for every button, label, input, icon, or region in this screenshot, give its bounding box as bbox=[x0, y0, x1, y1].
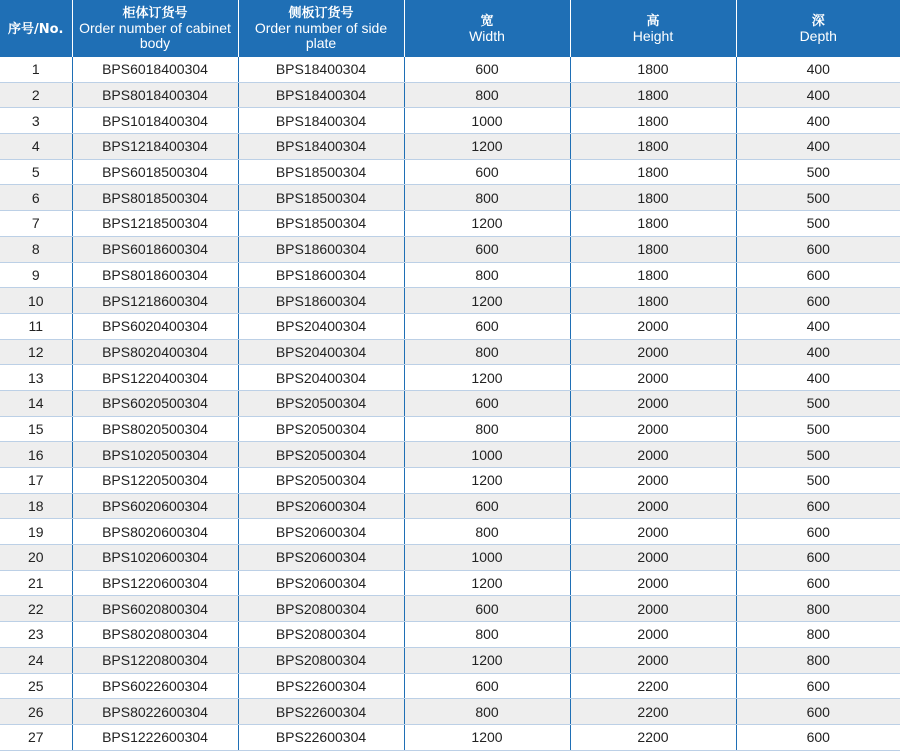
cell-width: 1200 bbox=[404, 570, 570, 596]
cell-height: 2000 bbox=[570, 647, 736, 673]
cell-depth: 800 bbox=[736, 596, 900, 622]
header-cabinet-cn: 柜体订货号 bbox=[122, 6, 188, 21]
table-row bbox=[0, 211, 900, 237]
cell-side-order: BPS22600304 bbox=[238, 699, 404, 725]
cell-side-order: BPS20500304 bbox=[238, 468, 404, 494]
cell-height: 2000 bbox=[570, 596, 736, 622]
cell-depth: 400 bbox=[736, 108, 900, 134]
cell-depth: 500 bbox=[736, 185, 900, 211]
cell-side-order: BPS18600304 bbox=[238, 288, 404, 314]
cell-depth: 600 bbox=[736, 288, 900, 314]
cell-height: 2000 bbox=[570, 519, 736, 545]
cell-cabinet-order: BPS1220500304 bbox=[72, 468, 238, 494]
cell-depth: 500 bbox=[736, 468, 900, 494]
cell-depth: 600 bbox=[736, 262, 900, 288]
table-row bbox=[0, 236, 900, 262]
cell-cabinet-order: BPS8020800304 bbox=[72, 622, 238, 648]
cell-no: 8 bbox=[0, 236, 72, 262]
cell-cabinet-order: BPS1020500304 bbox=[72, 442, 238, 468]
cell-width: 800 bbox=[404, 519, 570, 545]
cell-no: 25 bbox=[0, 673, 72, 699]
table-row bbox=[0, 545, 900, 571]
cell-width: 800 bbox=[404, 622, 570, 648]
cell-side-order: BPS20400304 bbox=[238, 339, 404, 365]
cell-height: 2000 bbox=[570, 339, 736, 365]
cell-side-order: BPS18400304 bbox=[238, 108, 404, 134]
header-side-order bbox=[238, 0, 404, 57]
cell-no: 21 bbox=[0, 570, 72, 596]
cell-width: 800 bbox=[404, 416, 570, 442]
cell-width: 800 bbox=[404, 262, 570, 288]
cell-depth: 400 bbox=[736, 313, 900, 339]
cell-cabinet-order: BPS1218500304 bbox=[72, 211, 238, 237]
cell-side-order: BPS20600304 bbox=[238, 519, 404, 545]
cell-cabinet-order: BPS8018500304 bbox=[72, 185, 238, 211]
cell-cabinet-order: BPS6018400304 bbox=[72, 57, 238, 82]
cell-depth: 800 bbox=[736, 622, 900, 648]
header-side-cn: 侧板订货号 bbox=[288, 6, 354, 21]
cell-height: 2000 bbox=[570, 313, 736, 339]
cell-height: 1800 bbox=[570, 134, 736, 160]
table-row bbox=[0, 57, 900, 82]
cell-side-order: BPS22600304 bbox=[238, 724, 404, 750]
cell-width: 1200 bbox=[404, 724, 570, 750]
cell-side-order: BPS20400304 bbox=[238, 313, 404, 339]
cell-no: 26 bbox=[0, 699, 72, 725]
cell-no: 17 bbox=[0, 468, 72, 494]
cell-cabinet-order: BPS8020600304 bbox=[72, 519, 238, 545]
table-row bbox=[0, 519, 900, 545]
cell-no: 18 bbox=[0, 493, 72, 519]
cell-side-order: BPS18600304 bbox=[238, 236, 404, 262]
cell-height: 2000 bbox=[570, 468, 736, 494]
cell-height: 1800 bbox=[570, 185, 736, 211]
cell-no: 9 bbox=[0, 262, 72, 288]
cell-no: 27 bbox=[0, 724, 72, 750]
cell-no: 19 bbox=[0, 519, 72, 545]
cell-width: 1200 bbox=[404, 647, 570, 673]
table-row bbox=[0, 134, 900, 160]
cell-cabinet-order: BPS1218400304 bbox=[72, 134, 238, 160]
cell-side-order: BPS20400304 bbox=[238, 365, 404, 391]
cell-height: 1800 bbox=[570, 262, 736, 288]
cell-cabinet-order: BPS8018600304 bbox=[72, 262, 238, 288]
table-row bbox=[0, 442, 900, 468]
cell-cabinet-order: BPS1220800304 bbox=[72, 647, 238, 673]
cell-width: 1200 bbox=[404, 468, 570, 494]
header-depth-en: Depth bbox=[799, 27, 837, 44]
cell-width: 1200 bbox=[404, 211, 570, 237]
cell-cabinet-order: BPS6020500304 bbox=[72, 390, 238, 416]
cell-depth: 500 bbox=[736, 442, 900, 468]
cell-width: 1200 bbox=[404, 288, 570, 314]
cell-side-order: BPS22600304 bbox=[238, 673, 404, 699]
cell-height: 1800 bbox=[570, 82, 736, 108]
cell-side-order: BPS18600304 bbox=[238, 262, 404, 288]
cell-side-order: BPS18400304 bbox=[238, 57, 404, 82]
cell-cabinet-order: BPS6018500304 bbox=[72, 159, 238, 185]
cell-no: 16 bbox=[0, 442, 72, 468]
header-height-en: Height bbox=[632, 27, 674, 44]
cell-no: 13 bbox=[0, 365, 72, 391]
table-row bbox=[0, 468, 900, 494]
cell-height: 1800 bbox=[570, 236, 736, 262]
table-row bbox=[0, 313, 900, 339]
cell-depth: 500 bbox=[736, 416, 900, 442]
cell-no: 4 bbox=[0, 134, 72, 160]
cell-width: 600 bbox=[404, 390, 570, 416]
cell-height: 2000 bbox=[570, 545, 736, 571]
cell-height: 1800 bbox=[570, 211, 736, 237]
table-row bbox=[0, 622, 900, 648]
cell-side-order: BPS20800304 bbox=[238, 622, 404, 648]
cell-depth: 600 bbox=[736, 519, 900, 545]
table-row bbox=[0, 647, 900, 673]
cell-cabinet-order: BPS1222600304 bbox=[72, 724, 238, 750]
cell-width: 800 bbox=[404, 339, 570, 365]
cell-cabinet-order: BPS1020600304 bbox=[72, 545, 238, 571]
cell-height: 2000 bbox=[570, 390, 736, 416]
table-row bbox=[0, 288, 900, 314]
cell-width: 600 bbox=[404, 493, 570, 519]
header-height bbox=[570, 0, 736, 57]
cell-width: 1200 bbox=[404, 134, 570, 160]
cell-no: 15 bbox=[0, 416, 72, 442]
header-row bbox=[0, 0, 900, 57]
header-cabinet-en: Order number of cabinet body bbox=[79, 20, 231, 51]
cell-cabinet-order: BPS8020500304 bbox=[72, 416, 238, 442]
cell-side-order: BPS18500304 bbox=[238, 185, 404, 211]
header-width-en: Width bbox=[469, 27, 505, 44]
header-no-label: 序号/No. bbox=[8, 21, 64, 37]
cell-height: 2000 bbox=[570, 622, 736, 648]
cell-side-order: BPS20500304 bbox=[238, 416, 404, 442]
cell-depth: 600 bbox=[736, 699, 900, 725]
header-no bbox=[0, 0, 72, 57]
cell-depth: 400 bbox=[736, 134, 900, 160]
table-row bbox=[0, 159, 900, 185]
cell-cabinet-order: BPS1220600304 bbox=[72, 570, 238, 596]
cell-no: 6 bbox=[0, 185, 72, 211]
cell-cabinet-order: BPS8022600304 bbox=[72, 699, 238, 725]
cell-no: 12 bbox=[0, 339, 72, 365]
cell-no: 24 bbox=[0, 647, 72, 673]
cell-side-order: BPS20600304 bbox=[238, 570, 404, 596]
cell-cabinet-order: BPS6022600304 bbox=[72, 673, 238, 699]
cell-depth: 600 bbox=[736, 570, 900, 596]
cell-depth: 400 bbox=[736, 339, 900, 365]
cell-no: 20 bbox=[0, 545, 72, 571]
cell-side-order: BPS20500304 bbox=[238, 390, 404, 416]
cell-height: 2200 bbox=[570, 724, 736, 750]
cell-depth: 600 bbox=[736, 493, 900, 519]
cell-width: 800 bbox=[404, 699, 570, 725]
cell-depth: 500 bbox=[736, 211, 900, 237]
table-row bbox=[0, 724, 900, 750]
header-cabinet-order bbox=[72, 0, 238, 57]
cell-no: 1 bbox=[0, 57, 72, 82]
cell-side-order: BPS20500304 bbox=[238, 442, 404, 468]
cell-height: 1800 bbox=[570, 108, 736, 134]
cell-depth: 500 bbox=[736, 159, 900, 185]
cell-no: 5 bbox=[0, 159, 72, 185]
cell-side-order: BPS20600304 bbox=[238, 545, 404, 571]
cell-no: 11 bbox=[0, 313, 72, 339]
cell-side-order: BPS20800304 bbox=[238, 647, 404, 673]
cell-height: 2000 bbox=[570, 493, 736, 519]
table-row bbox=[0, 596, 900, 622]
cell-height: 1800 bbox=[570, 288, 736, 314]
cell-no: 3 bbox=[0, 108, 72, 134]
cell-side-order: BPS20800304 bbox=[238, 596, 404, 622]
cell-depth: 500 bbox=[736, 390, 900, 416]
table-row bbox=[0, 570, 900, 596]
cell-depth: 800 bbox=[736, 647, 900, 673]
cell-depth: 600 bbox=[736, 545, 900, 571]
cell-cabinet-order: BPS6020600304 bbox=[72, 493, 238, 519]
cell-height: 2000 bbox=[570, 416, 736, 442]
cell-width: 600 bbox=[404, 159, 570, 185]
cell-cabinet-order: BPS8020400304 bbox=[72, 339, 238, 365]
cell-side-order: BPS18400304 bbox=[238, 82, 404, 108]
header-depth-cn: 深 bbox=[811, 13, 825, 29]
cell-side-order: BPS20600304 bbox=[238, 493, 404, 519]
cell-height: 2000 bbox=[570, 570, 736, 596]
cell-width: 1000 bbox=[404, 545, 570, 571]
cell-width: 600 bbox=[404, 673, 570, 699]
cell-width: 1000 bbox=[404, 442, 570, 468]
cell-depth: 400 bbox=[736, 82, 900, 108]
cell-cabinet-order: BPS6018600304 bbox=[72, 236, 238, 262]
table-body bbox=[0, 57, 900, 750]
cell-depth: 400 bbox=[736, 57, 900, 82]
header-width-cn: 宽 bbox=[480, 13, 494, 29]
cell-width: 600 bbox=[404, 236, 570, 262]
cell-height: 2000 bbox=[570, 442, 736, 468]
cell-depth: 600 bbox=[736, 236, 900, 262]
table-row bbox=[0, 108, 900, 134]
cell-no: 10 bbox=[0, 288, 72, 314]
cell-width: 600 bbox=[404, 596, 570, 622]
table-row bbox=[0, 185, 900, 211]
cell-depth: 600 bbox=[736, 673, 900, 699]
cell-depth: 400 bbox=[736, 365, 900, 391]
cell-side-order: BPS18500304 bbox=[238, 159, 404, 185]
cell-no: 14 bbox=[0, 390, 72, 416]
cell-width: 600 bbox=[404, 313, 570, 339]
cell-side-order: BPS18400304 bbox=[238, 134, 404, 160]
table-row bbox=[0, 390, 900, 416]
cell-cabinet-order: BPS1018400304 bbox=[72, 108, 238, 134]
cell-width: 600 bbox=[404, 57, 570, 82]
table-row bbox=[0, 493, 900, 519]
cell-cabinet-order: BPS6020400304 bbox=[72, 313, 238, 339]
cell-side-order: BPS18500304 bbox=[238, 211, 404, 237]
cell-height: 1800 bbox=[570, 57, 736, 82]
header-width bbox=[404, 0, 570, 57]
cell-cabinet-order: BPS8018400304 bbox=[72, 82, 238, 108]
table-row bbox=[0, 416, 900, 442]
cell-no: 22 bbox=[0, 596, 72, 622]
cell-width: 800 bbox=[404, 82, 570, 108]
table-header bbox=[0, 0, 900, 57]
cell-height: 1800 bbox=[570, 159, 736, 185]
cell-width: 800 bbox=[404, 185, 570, 211]
header-height-cn: 高 bbox=[646, 13, 660, 29]
cell-no: 7 bbox=[0, 211, 72, 237]
cell-cabinet-order: BPS1218600304 bbox=[72, 288, 238, 314]
table-row bbox=[0, 673, 900, 699]
header-depth bbox=[736, 0, 900, 57]
cell-no: 2 bbox=[0, 82, 72, 108]
cell-no: 23 bbox=[0, 622, 72, 648]
cell-height: 2000 bbox=[570, 365, 736, 391]
cell-height: 2200 bbox=[570, 673, 736, 699]
table-row bbox=[0, 82, 900, 108]
table-row bbox=[0, 699, 900, 725]
header-side-en: Order number of side plate bbox=[254, 20, 388, 51]
cell-width: 1000 bbox=[404, 108, 570, 134]
table-row bbox=[0, 262, 900, 288]
table-row bbox=[0, 339, 900, 365]
cell-width: 1200 bbox=[404, 365, 570, 391]
cell-depth: 600 bbox=[736, 724, 900, 750]
cell-height: 2200 bbox=[570, 699, 736, 725]
cell-cabinet-order: BPS1220400304 bbox=[72, 365, 238, 391]
table-row bbox=[0, 365, 900, 391]
cell-cabinet-order: BPS6020800304 bbox=[72, 596, 238, 622]
